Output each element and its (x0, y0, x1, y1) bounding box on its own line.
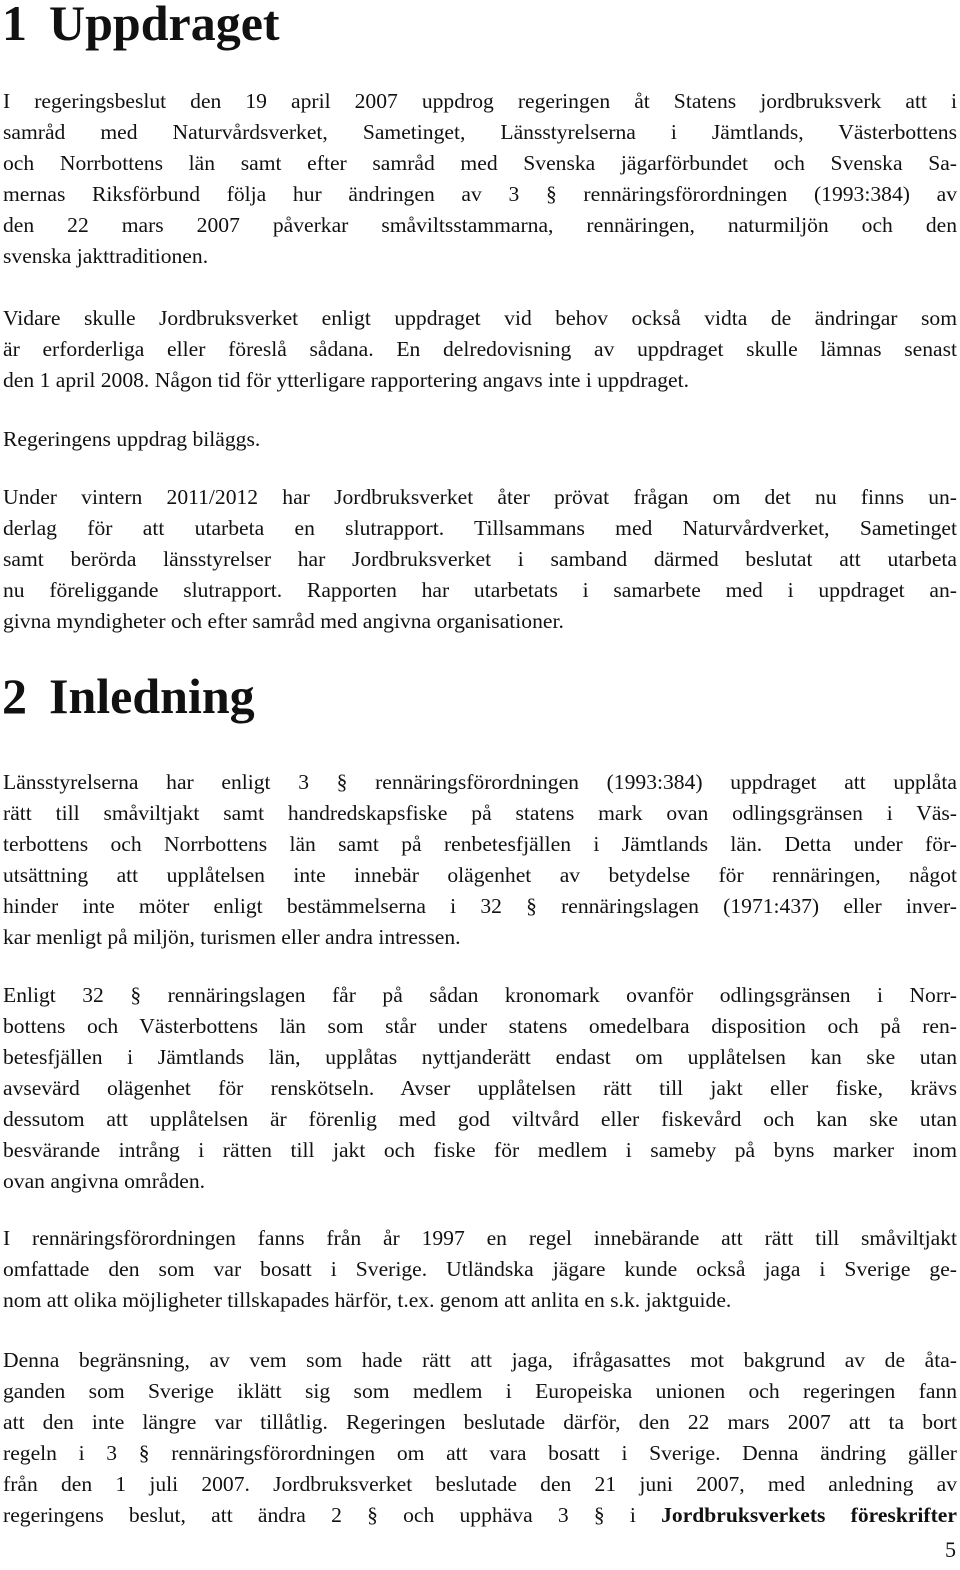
paragraph-under-vintern (3, 482, 957, 637)
heading-inledning (2, 668, 255, 724)
text-line: den 22 mars 2007 påverkar småviltsstammarna, rennäringen, naturmiljön och den (3, 213, 957, 237)
text-line: omfattade den som var bosatt i Sverige. Utländska jägare kunde också jaga i Sverige ge- (3, 1257, 957, 1281)
heading-title: Inledning (49, 668, 255, 724)
text-line: betesfjällen i Jämtlands län, upplåtas nyttjanderätt endast om upplåtelsen kan ske utan (3, 1045, 957, 1069)
paragraph-enligt-32 (3, 980, 957, 1197)
text-line: kar menligt på miljön, turismen eller andra intressen. (3, 925, 461, 949)
text-line: mernas Riksförbund följa hur ändringen av 3 § rennäringsförordningen (1993:384) av (3, 182, 957, 206)
heading-uppdraget (2, 0, 280, 51)
text-line: derlag för att utarbeta en slutrapport. Tillsammans med Naturvårdverket, Sametinget (3, 516, 957, 540)
paragraph-regeringsbeslut (3, 86, 957, 272)
heading-number: 1 (2, 0, 27, 51)
page-number: 5 (945, 1537, 956, 1562)
text-line: nom att olika möjligheter tillskapades härför, t.ex. genom att anlita en s.k. jaktguide. (3, 1288, 732, 1312)
text-line: rätt till småviltjakt samt handredskapsfiske på statens mark ovan odlingsgränsen i Väs- (3, 801, 957, 825)
text-line: besvärande intrång i rätten till jakt och fiske för medlem i sameby på byns marker inom (3, 1138, 957, 1162)
text-line: utsättning att upplåtelsen inte innebär olägenhet av betydelse för rennäringen, något (3, 863, 957, 887)
paragraph-lansstyrelserna (3, 767, 957, 953)
text-line: att den inte längre var tillåtlig. Regeringen beslutade därför, den 22 mars 2007 att ta bort (3, 1410, 957, 1434)
text-line: nu föreliggande slutrapport. Rapporten har utarbetats i samarbete med i uppdraget an- (3, 578, 957, 602)
text-line: Vidare skulle Jordbruksverket enligt uppdraget vid behov också vidta de ändringar som (3, 306, 957, 330)
text-line: terbottens och Norrbottens län samt på renbetesfjällen i Jämtlands län. Detta under för- (3, 832, 957, 856)
paragraph-bilaggs (3, 424, 957, 455)
heading-title: Uppdraget (49, 0, 280, 51)
paragraph-vidare (3, 303, 957, 396)
text-line: Under vintern 2011/2012 har Jordbruksverket åter prövat frågan om det nu finns un- (3, 485, 957, 509)
text-line: I regeringsbeslut den 19 april 2007 uppdrog regeringen åt Statens jordbruksverk att i (3, 89, 957, 113)
text-line: dessutom att upplåtelsen är förenlig med god viltvård eller fiskevård och kan ske utan (3, 1107, 957, 1131)
paragraph-rennaringsforordningen-1997 (3, 1223, 957, 1316)
heading-number: 2 (2, 668, 27, 724)
text-line: och Norrbottens län samt efter samråd med Svenska jägarförbundet och Svenska Sa- (3, 151, 957, 175)
text-line: Enligt 32 § rennäringslagen får på sådan kronomark ovanför odlingsgränsen i Norr- (3, 983, 957, 1007)
text-line: I rennäringsförordningen fanns från år 1997 en regel innebärande att rätt till småviltjakt (3, 1226, 957, 1250)
text-line: hinder inte möter enligt bestämmelserna i 32 § rennäringslagen (1971:437) eller inver- (3, 894, 957, 918)
text-line (3, 1500, 957, 1531)
text-run: regeringens beslut, att ändra 2 § och upphäva 3 § i (3, 1503, 662, 1527)
text-line: Länsstyrelserna har enligt 3 § rennäringsförordningen (1993:384) uppdraget att upplåta (3, 770, 957, 794)
text-line: ovan angivna områden. (3, 1169, 206, 1193)
text-line: från den 1 juli 2007. Jordbruksverket beslutade den 21 juni 2007, med anledning av (3, 1472, 957, 1496)
text-line: bottens och Västerbottens län som står under statens omedelbara disposition och på ren- (3, 1014, 957, 1038)
text-line: Regeringens uppdrag biläggs. (3, 427, 261, 451)
text-line: regeln i 3 § rennäringsförordningen om att vara bosatt i Sverige. Denna ändring gäller (3, 1441, 957, 1465)
text-line: givna myndigheter och efter samråd med angivna organisationer. (3, 609, 564, 633)
text-line: samråd med Naturvårdsverket, Sametinget, Länsstyrelserna i Jämtlands, Västerbottens (3, 120, 957, 144)
text-line: samt berörda länsstyrelser har Jordbruksverket i samband därmed beslutat att utarbeta (3, 547, 957, 571)
text-line: Denna begränsning, av vem som hade rätt att jaga, ifrågasattes mot bakgrund av de åta- (3, 1348, 957, 1372)
paragraph-denna-begransning (3, 1345, 957, 1531)
text-line: är erforderliga eller föreslå sådana. En delredovisning av uppdraget skulle lämnas senast (3, 337, 957, 361)
text-line: avsevärd olägenhet för renskötseln. Avser upplåtelsen rätt till jakt eller fiske, krävs (3, 1076, 957, 1100)
text-line: den 1 april 2008. Någon tid för ytterligare rapportering angavs inte i uppdraget. (3, 368, 689, 392)
bold-text-run: Jordbruksverkets föreskrifter (661, 1503, 957, 1527)
text-line: svenska jakttraditionen. (3, 244, 209, 268)
text-line: ganden som Sverige iklätt sig som medlem i Europeiska unionen och regeringen fann (3, 1379, 957, 1403)
